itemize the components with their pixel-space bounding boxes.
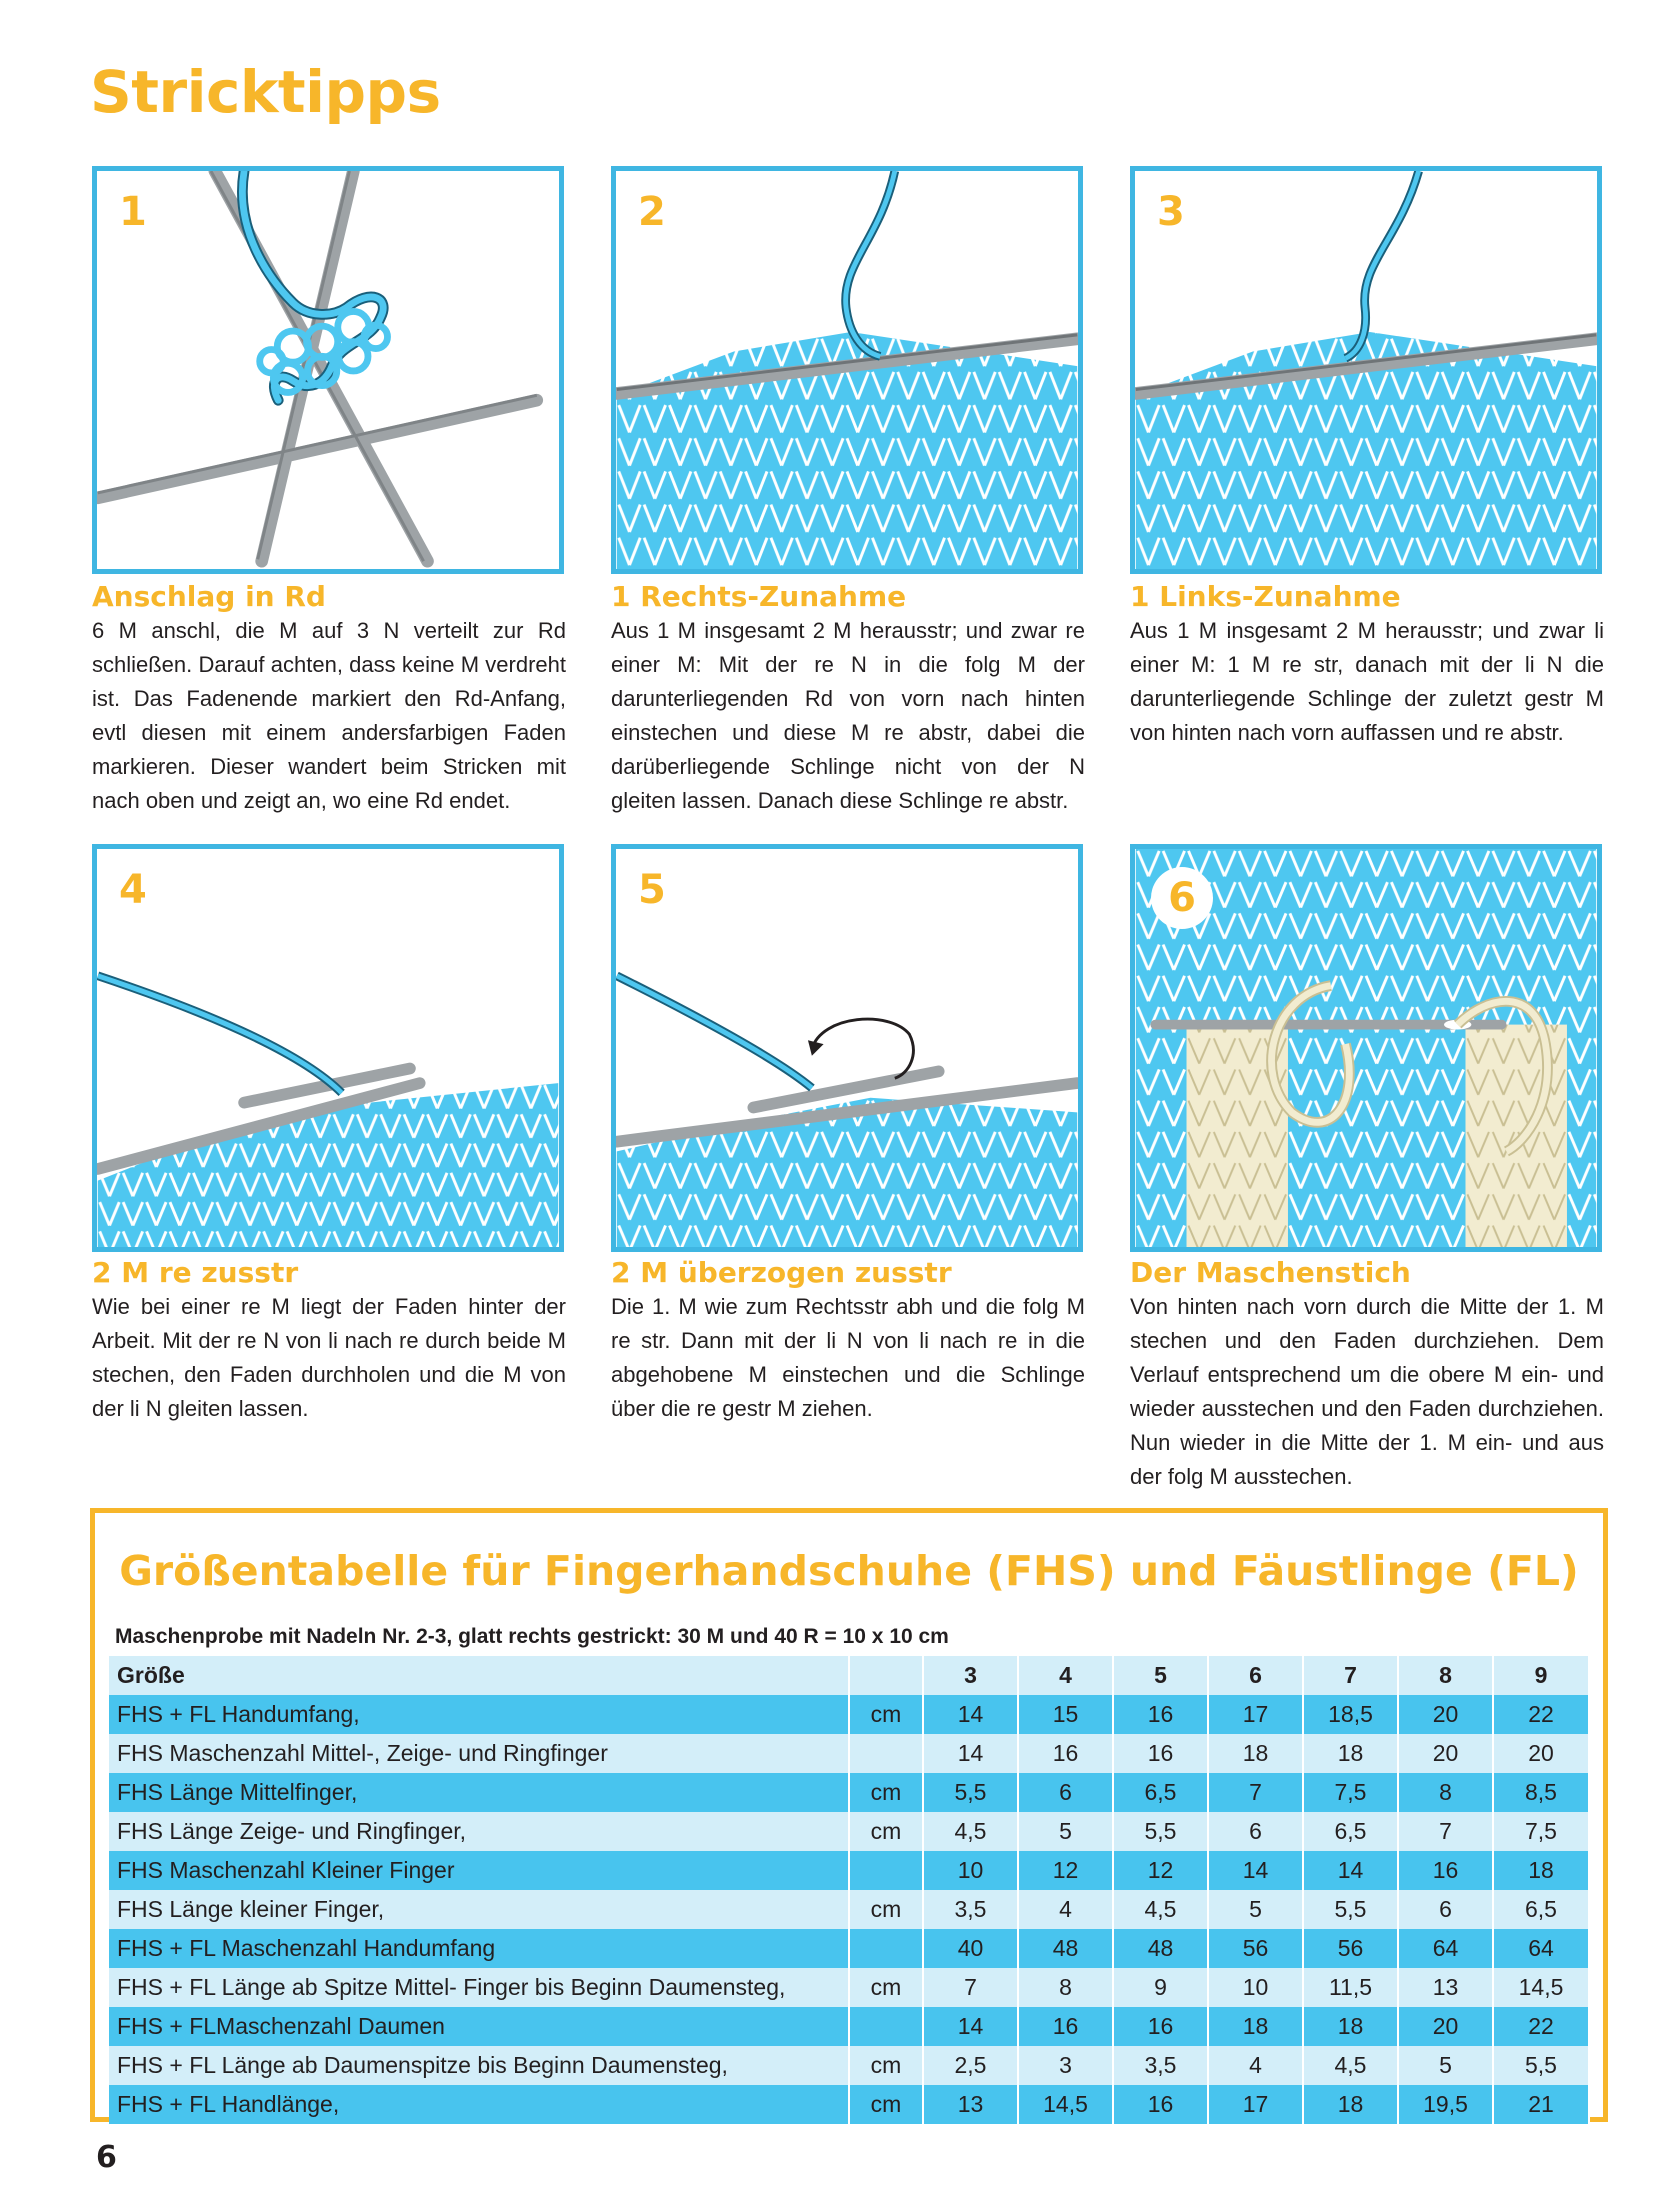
table-cell: 5,5 <box>1303 1890 1398 1929</box>
table-cell: 22 <box>1493 2007 1589 2046</box>
row-unit: cm <box>849 2046 923 2085</box>
table-cell: 5 <box>1018 1812 1113 1851</box>
illustration-panel-4 <box>92 844 564 1252</box>
illustration-panel-2 <box>611 166 1083 574</box>
step-number: 4 <box>119 867 147 913</box>
table-cell: 7,5 <box>1493 1812 1589 1851</box>
table-cell: 2,5 <box>923 2046 1018 2085</box>
table-cell: 14 <box>923 1734 1018 1773</box>
size-table-box <box>90 1508 1608 2122</box>
table-cell: 14 <box>923 2007 1018 2046</box>
table-cell: 7 <box>923 1968 1018 2007</box>
table-cell: 3 <box>1018 2046 1113 2085</box>
row-label: FHS + FL Länge ab Spitze Mittel- Finger bis Beginn Daumensteg, <box>109 1968 849 2007</box>
size-header: 9 <box>1493 1656 1589 1695</box>
row-label: FHS + FL Maschenzahl Handumfang <box>109 1929 849 1968</box>
table-cell: 64 <box>1493 1929 1589 1968</box>
table-cell: 17 <box>1208 2085 1303 2124</box>
step-number: 2 <box>638 189 666 235</box>
table-row <box>109 2007 1589 2046</box>
table-cell: 16 <box>1113 2085 1208 2124</box>
step-title: Der Maschenstich <box>1130 1256 1411 1289</box>
row-label: FHS Länge kleiner Finger, <box>109 1890 849 1929</box>
table-row <box>109 1734 1589 1773</box>
table-cell: 6 <box>1398 1890 1493 1929</box>
table-row <box>109 1890 1589 1929</box>
step-text: Die 1. M wie zum Rechtsstr abh und die folg M re str. Dann mit der li N von li nach re in die abgehobene M einstechen und die Schlinge über die re gestr M ziehen. <box>611 1294 1085 1421</box>
table-cell: 12 <box>1018 1851 1113 1890</box>
table-cell: 14 <box>923 1695 1018 1734</box>
table-cell: 6 <box>1208 1812 1303 1851</box>
table-cell: 4 <box>1208 2046 1303 2085</box>
table-cell: 6,5 <box>1303 1812 1398 1851</box>
cast-on-illustration <box>97 171 559 569</box>
row-label: FHS Maschenzahl Kleiner Finger <box>109 1851 849 1890</box>
table-cell: 4 <box>1018 1890 1113 1929</box>
step-title: 1 Links-Zunahme <box>1130 580 1401 613</box>
table-cell: 48 <box>1113 1929 1208 1968</box>
table-cell: 16 <box>1113 1734 1208 1773</box>
table-cell: 16 <box>1018 1734 1113 1773</box>
illustration-panel-1 <box>92 166 564 574</box>
step-number: 6 <box>1151 867 1213 929</box>
table-cell: 5,5 <box>1113 1812 1208 1851</box>
table-cell: 7 <box>1208 1773 1303 1812</box>
table-cell: 18 <box>1303 1734 1398 1773</box>
table-cell: 7,5 <box>1303 1773 1398 1812</box>
table-cell: 13 <box>923 2085 1018 2124</box>
size-header: 6 <box>1208 1656 1303 1695</box>
step-title: Anschlag in Rd <box>92 580 326 613</box>
table-cell: 21 <box>1493 2085 1589 2124</box>
row-unit <box>849 1734 923 1773</box>
table-cell: 20 <box>1398 2007 1493 2046</box>
table-cell: 11,5 <box>1303 1968 1398 2007</box>
knitting-needle <box>98 400 537 498</box>
table-cell: 10 <box>923 1851 1018 1890</box>
table-row <box>109 1968 1589 2007</box>
step-number: 1 <box>119 189 147 235</box>
table-cell: 64 <box>1398 1929 1493 1968</box>
table-cell: 8,5 <box>1493 1773 1589 1812</box>
table-row <box>109 1812 1589 1851</box>
step-title: 2 M re zusstr <box>92 1256 299 1289</box>
table-cell: 3,5 <box>923 1890 1018 1929</box>
row-unit: cm <box>849 1773 923 1812</box>
step-text: Von hinten nach vorn durch die Mitte der 1. M stechen und den Faden durchziehen. Dem Verlauf entsprechend um die obere M ein- und wieder ausstechen und den Faden durchziehen. Nun wieder in die Mitte der 1. M ein- und aus der folg M ausstechen. <box>1130 1294 1604 1489</box>
table-cell: 56 <box>1303 1929 1398 1968</box>
step-title: 2 M überzogen zusstr <box>611 1256 952 1289</box>
table-cell: 18 <box>1493 1851 1589 1890</box>
left-increase-illustration <box>1135 171 1597 569</box>
table-cell: 6 <box>1018 1773 1113 1812</box>
step-text: Aus 1 M insgesamt 2 M herausstr; und zwar li einer M: 1 M re str, danach mit der li N die darunterliegende Schlinge der zuletzt gestr M von hinten nach vorn auffassen und re abstr. <box>1130 618 1604 745</box>
illustration-panel-3 <box>1130 166 1602 574</box>
size-header: 8 <box>1398 1656 1493 1695</box>
table-cell: 18 <box>1208 1734 1303 1773</box>
table-cell: 16 <box>1398 1851 1493 1890</box>
header-label: Größe <box>109 1656 849 1695</box>
table-cell: 6,5 <box>1493 1890 1589 1929</box>
table-cell: 14,5 <box>1493 1968 1589 2007</box>
table-cell: 12 <box>1113 1851 1208 1890</box>
table-cell: 5,5 <box>1493 2046 1589 2085</box>
row-unit <box>849 1851 923 1890</box>
row-unit: cm <box>849 1812 923 1851</box>
illustration-panel-6 <box>1130 844 1602 1252</box>
table-cell: 56 <box>1208 1929 1303 1968</box>
row-label: FHS Länge Mittelfinger, <box>109 1773 849 1812</box>
table-cell: 8 <box>1018 1968 1113 2007</box>
table-cell: 22 <box>1493 1695 1589 1734</box>
illustration-panel-5 <box>611 844 1083 1252</box>
step-title: 1 Rechts-Zunahme <box>611 580 907 613</box>
table-cell: 7 <box>1398 1812 1493 1851</box>
step-text: 6 M anschl, die M auf 3 N verteilt zur Rd schließen. Darauf achten, dass keine M verdreht ist. Das Fadenende markiert den Rd-Anfang, evtl diesen mit einem andersfarbigen Faden markieren. Dieser wandert beim Stricken mit nach oben und zeigt an, wo eine Rd endet. <box>92 618 566 813</box>
table-row <box>109 2085 1589 2124</box>
size-table-title: Größentabelle für Fingerhandschuhe (FHS) und Fäustlinge (FL) <box>119 1547 1579 1595</box>
table-row <box>109 1695 1589 1734</box>
table-cell: 15 <box>1018 1695 1113 1734</box>
row-label: FHS + FL Handlänge, <box>109 2085 849 2124</box>
table-cell: 5 <box>1208 1890 1303 1929</box>
table-cell: 14 <box>1303 1851 1398 1890</box>
step-text: Aus 1 M insgesamt 2 M herausstr; und zwar re einer M: Mit der re N in die folg M der darunterliegenden Rd von vorn nach hinten einstechen und diese M re abstr, dabei die darüberliegende Schlinge nicht von der N gleiten lassen. Danach diese Schlinge re abstr. <box>611 618 1085 813</box>
table-cell: 9 <box>1113 1968 1208 2007</box>
table-cell: 3,5 <box>1113 2046 1208 2085</box>
row-unit <box>849 1929 923 1968</box>
k2tog-illustration <box>97 849 559 1247</box>
size-header: 5 <box>1113 1656 1208 1695</box>
table-cell: 4,5 <box>1113 1890 1208 1929</box>
size-header: 3 <box>923 1656 1018 1695</box>
step-text: Wie bei einer re M liegt der Faden hinter der Arbeit. Mit der re N von li nach re durch beide M stechen, den Faden durchholen und die M von der li N gleiten lassen. <box>92 1294 566 1421</box>
size-header: 7 <box>1303 1656 1398 1695</box>
table-cell: 14 <box>1208 1851 1303 1890</box>
table-cell: 5,5 <box>923 1773 1018 1812</box>
table-cell: 18 <box>1208 2007 1303 2046</box>
row-unit: cm <box>849 1695 923 1734</box>
table-cell: 18 <box>1303 2085 1398 2124</box>
size-header: 4 <box>1018 1656 1113 1695</box>
table-cell: 20 <box>1398 1695 1493 1734</box>
table-cell: 10 <box>1208 1968 1303 2007</box>
table-cell: 17 <box>1208 1695 1303 1734</box>
table-cell: 20 <box>1398 1734 1493 1773</box>
table-cell: 16 <box>1018 2007 1113 2046</box>
row-unit: cm <box>849 1968 923 2007</box>
step-number: 5 <box>638 867 666 913</box>
table-cell: 14,5 <box>1018 2085 1113 2124</box>
table-cell: 48 <box>1018 1929 1113 1968</box>
row-label: FHS + FL Länge ab Daumenspitze bis Beginn Daumensteg, <box>109 2046 849 2085</box>
table-cell: 18 <box>1303 2007 1398 2046</box>
table-cell: 8 <box>1398 1773 1493 1812</box>
curved-arrow-icon <box>812 1019 913 1078</box>
row-unit: cm <box>849 2085 923 2124</box>
table-cell: 13 <box>1398 1968 1493 2007</box>
page-title: Stricktipps <box>90 58 441 126</box>
table-cell: 5 <box>1398 2046 1493 2085</box>
table-row <box>109 2046 1589 2085</box>
table-row <box>109 1773 1589 1812</box>
table-cell: 6,5 <box>1113 1773 1208 1812</box>
skpo-illustration <box>616 849 1078 1247</box>
row-unit <box>849 2007 923 2046</box>
table-header-row <box>109 1656 1589 1695</box>
page-number: 6 <box>96 2140 117 2175</box>
table-cell: 18,5 <box>1303 1695 1398 1734</box>
table-cell: 19,5 <box>1398 2085 1493 2124</box>
right-increase-illustration <box>616 171 1078 569</box>
gauge-note: Maschenprobe mit Nadeln Nr. 2-3, glatt rechts gestrickt: 30 M und 40 R = 10 x 10 cm <box>115 1625 949 1648</box>
row-label: FHS + FLMaschenzahl Daumen <box>109 2007 849 2046</box>
table-cell: 4,5 <box>1303 2046 1398 2085</box>
table-cell: 16 <box>1113 2007 1208 2046</box>
header-unit <box>849 1656 923 1695</box>
table-row <box>109 1851 1589 1890</box>
row-label: FHS Maschenzahl Mittel-, Zeige- und Ringfinger <box>109 1734 849 1773</box>
table-cell: 16 <box>1113 1695 1208 1734</box>
table-cell: 40 <box>923 1929 1018 1968</box>
size-table <box>109 1656 1590 2124</box>
step-number: 3 <box>1157 189 1185 235</box>
row-label: FHS + FL Handumfang, <box>109 1695 849 1734</box>
row-unit: cm <box>849 1890 923 1929</box>
row-label: FHS Länge Zeige- und Ringfinger, <box>109 1812 849 1851</box>
table-row <box>109 1929 1589 1968</box>
table-cell: 4,5 <box>923 1812 1018 1851</box>
table-cell: 20 <box>1493 1734 1589 1773</box>
